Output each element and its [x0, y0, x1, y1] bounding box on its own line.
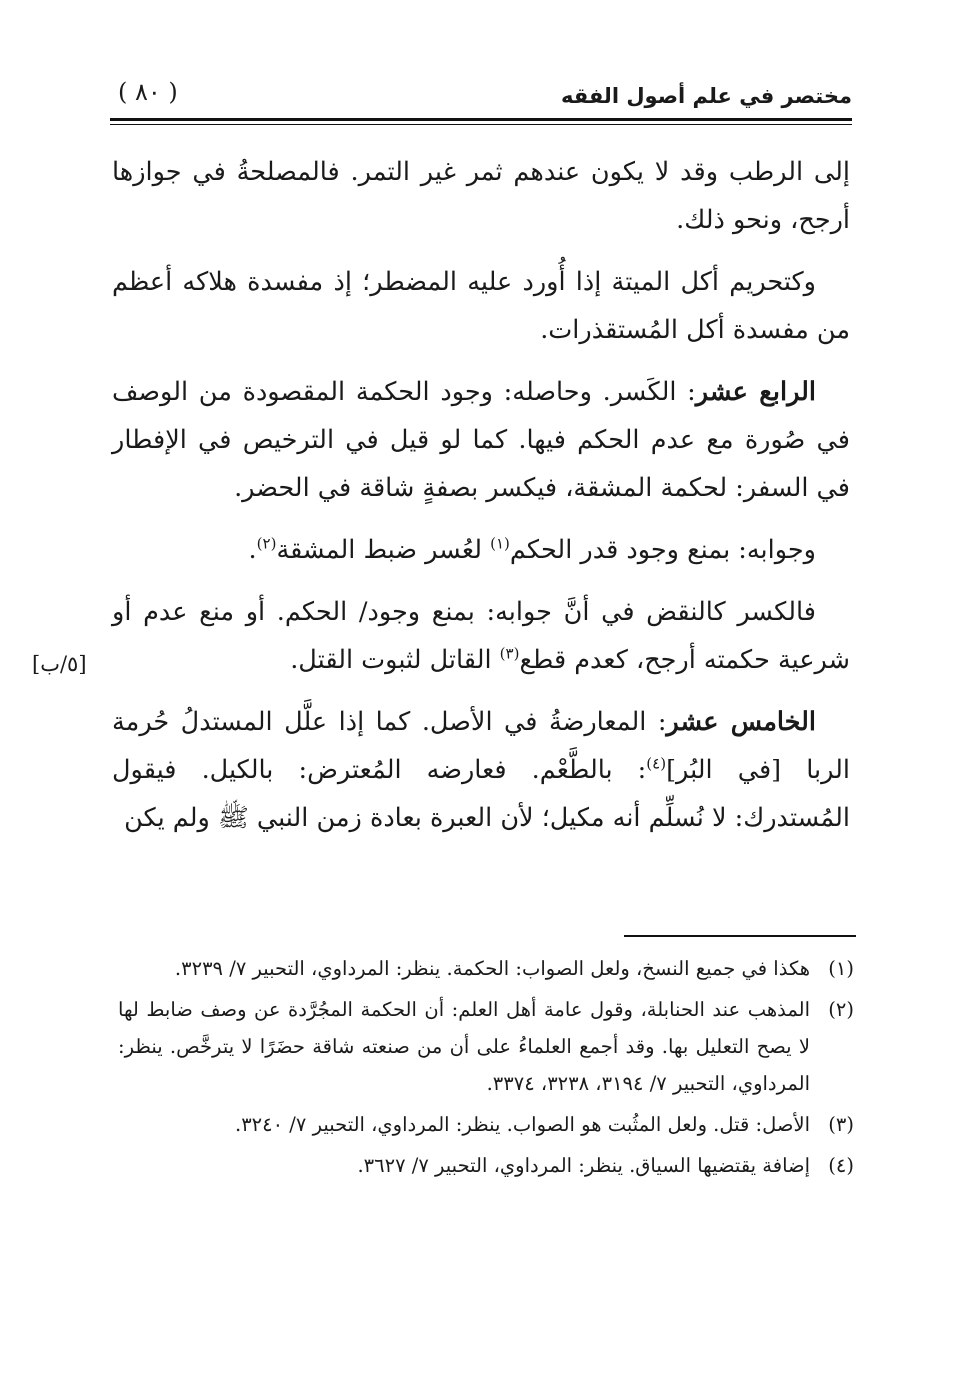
- footnote-item: [118, 950, 854, 987]
- footnote-number: (٤): [828, 1154, 854, 1177]
- page-number: ( ٨٠ ): [118, 78, 178, 106]
- footnote-number: (٣): [828, 1113, 854, 1136]
- manuscript-folio-marker: [٥/ب]: [32, 652, 87, 676]
- section-heading-term: الرابع عشر: [695, 377, 816, 407]
- paragraph-text: .: [248, 535, 257, 565]
- footnote-separator: [624, 935, 856, 937]
- header-rule-thick: [110, 118, 852, 121]
- footnote-text: هكذا في جميع النسخ، ولعل الصواب: الحكمة. ينظر: المرداوي، التحبير ٧/ ٣٢٣٩.: [174, 957, 810, 980]
- footnote-item: [118, 991, 854, 1102]
- footnotes: [118, 950, 854, 1188]
- running-header: [110, 72, 852, 112]
- paragraph: إلى الرطب وقد لا يكون عندهم ثمر غير التمر. فالمصلحةُ في جوازها أرجح، ونحو ذلك.: [112, 157, 850, 235]
- footnote-number: (١): [828, 957, 854, 980]
- paragraph: [112, 368, 850, 512]
- header-rule-thin: [110, 124, 852, 125]
- footnote-text: المذهب عند الحنابلة، وقول عامة أهل العلم: أن الحكمة المجُرَّدة عن وصف ضابط لها لا يصح التعليل بها. وقد أجمع العلماءُ على أن من صنعته شاقة حضَرًا لا يترخَّص. ينظر: المرداوي، التحبير ٧/ ٣١٩٤، ٣٢٣٨، ٣٣٧٤.: [118, 998, 810, 1095]
- paragraph-text: : المعارضةُ في الأصل. كما إذا علَّل المستدلُ حُرمة الربا [في البُر]: [112, 707, 850, 785]
- paragraph: [112, 698, 850, 842]
- running-header-title: مختصر في علم أصول الفقه: [560, 84, 852, 108]
- footnote-marker: (٢): [256, 534, 277, 553]
- paragraph: [112, 526, 850, 574]
- paragraph-text: القاتل لثبوت القتل.: [290, 645, 500, 675]
- paragraph-text: فالكسر كالنقض في أنَّ جوابه: بمنع وجود/ الحكم. أو منع عدم أو شرعية حكمته أرجح، كعدم قطع: [112, 597, 850, 675]
- paragraph-text: لعُسر ضبط المشقة: [276, 535, 491, 565]
- paragraph-text: : الكَسر. وحاصله: وجود الحكمة المقصودة من الوصف في صُورة مع عدم الحكم فيها. كما لو قيل في الترخيص في الإفطار في السفر: لحكمة المشقة، فيكسر بصفةٍ شاقة في الحضر.: [112, 377, 850, 503]
- footnote-number: (٢): [828, 998, 854, 1021]
- footnote-marker: (٣): [499, 644, 520, 663]
- footnote-marker: (٤): [646, 754, 667, 773]
- paragraph: [112, 588, 850, 684]
- footnote-marker: (١): [490, 534, 510, 553]
- main-text: [112, 148, 850, 856]
- footnote-item: [118, 1147, 854, 1184]
- paragraph: وكتحريم أكل الميتة إذا أُورد عليه المضطر؛ إذ مفسدة هلاكه أعظم من مفسدة أكل المُستقذرات.: [112, 267, 850, 345]
- footnote-item: [118, 1106, 854, 1143]
- footnote-text: إضافة يقتضيها السياق. ينظر: المرداوي، التحبير ٧/ ٣٦٢٧.: [357, 1154, 810, 1177]
- paragraph-text: وجوابه: بمنع وجود قدر الحكم: [509, 535, 816, 565]
- section-heading-term: الخامس عشر: [666, 707, 816, 737]
- paragraph-text: : بالطَّعْم. فعارضه المُعترض: بالكيل. فيقول المُستدرك: لا نُسلِّم أنه مكيل؛ لأن العبرة بعادة زمن النبي ﷺ ولم يكن: [112, 755, 850, 833]
- footnote-text: الأصل: قتل. ولعل المثُبت هو الصواب. ينظر: المرداوي، التحبير ٧/ ٣٢٤٠.: [235, 1113, 810, 1136]
